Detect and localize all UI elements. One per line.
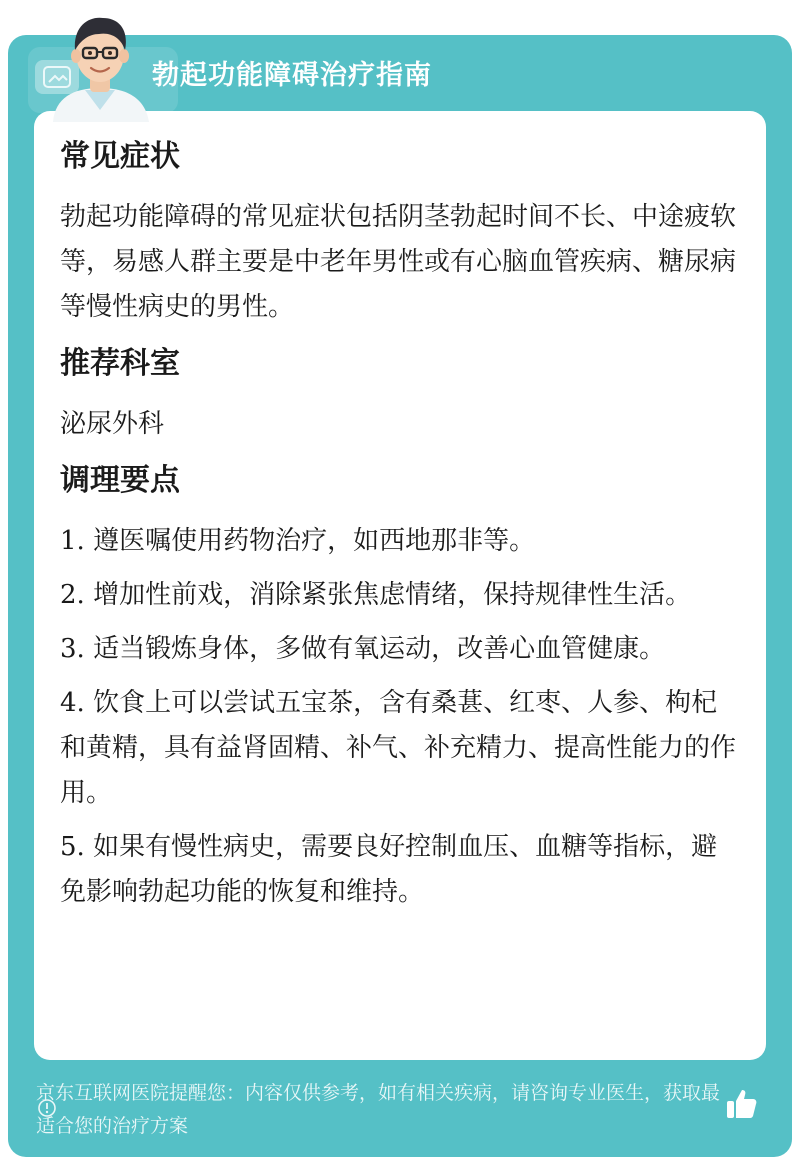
list-item-number: 4. [60,688,85,718]
list-item-number: 1. [60,526,85,556]
section-heading-department: 推荐科室 [60,346,180,381]
symptoms-text: 勃起功能障碍的常见症状包括阴茎勃起时间不长、中途疲软等，易感人群主要是中老年男性或有心脑血管疾病、糖尿病等慢性病史的男性。 [60,202,737,322]
list-item-text: 适当锻炼身体，多做有氧运动，改善心血管健康。 [93,634,666,664]
content-card [34,111,766,1060]
list-item-number: 3. [60,634,85,664]
list-item [60,573,740,618]
list-item [60,519,740,564]
care-points-list [60,519,740,915]
care-points-section [60,459,740,915]
section-heading-symptoms: 常见症状 [60,139,180,174]
page-title: 勃起功能障碍治疗指南 [152,60,432,91]
list-item [60,627,740,672]
list-item-number: 2. [60,580,85,610]
section-heading-care-points: 调理要点 [60,463,180,498]
list-item-text: 增加性前戏，消除紧张焦虑情绪，保持规律性生活。 [93,580,692,610]
department-section [60,342,740,447]
list-item [60,825,740,915]
thumbs-up-icon[interactable] [724,1086,760,1126]
list-item-number: 5. [60,832,85,862]
department-text: 泌尿外科 [60,409,165,439]
symptoms-section [60,135,740,330]
list-item [60,681,740,816]
list-item-text: 如果有慢性病史，需要良好控制血压、血糖等指标，避免影响勃起功能的恢复和维持。 [60,832,718,907]
doctor-avatar [45,10,155,122]
list-item-text: 遵医嘱使用药物治疗，如西地那非等。 [93,526,536,556]
list-item-text: 饮食上可以尝试五宝茶，含有桑葚、红枣、人参、枸杞和黄精，具有益肾固精、补气、补充精力、提高性能力的作用。 [60,688,737,808]
footer-disclaimer: 京东互联网医院提醒您：内容仅供参考，如有相关疾病，请咨询专业医生，获取最适合您的治疗方案 [36,1082,721,1137]
